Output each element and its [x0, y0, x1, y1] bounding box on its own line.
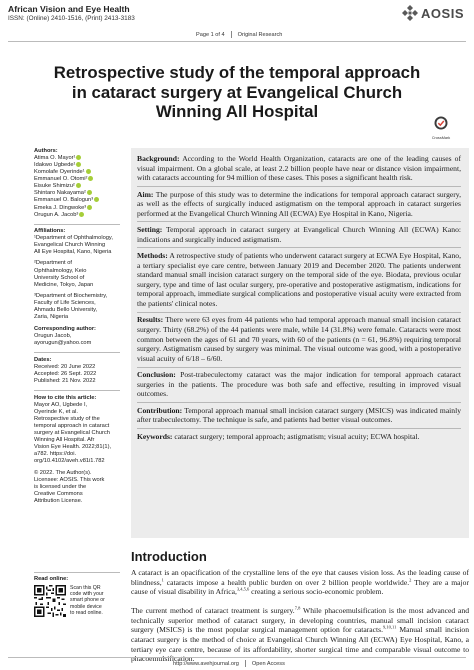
section-label: Keywords: [137, 431, 173, 441]
body-text: Manual small incision cataract surgery is the method of choice at Evangelical Church Winning All (ECWA) Eye Hospital, Kano, a tertiary eye care centre, because of its affordability, shorter surgical time and comparable visual outcome to phacoemulsification. [131, 625, 469, 664]
sidebar-rule [34, 224, 120, 225]
section-label: Results: [137, 315, 164, 325]
header-rule [8, 41, 466, 42]
crossmark-label: CrossMark [431, 136, 451, 140]
read-online-line: code with your [70, 590, 104, 597]
cite-line: temporal approach in cataract [34, 422, 110, 429]
cite-line: Retrospective study of the [34, 415, 100, 422]
affiliation-line: Ophthalmology, Keio [34, 267, 87, 274]
authors-block [34, 148, 120, 219]
copyright-block [34, 470, 120, 505]
read-online-line: to read online. [70, 609, 103, 616]
author-name-text: Eisuke Shimizu² [34, 183, 75, 190]
page-bar [196, 31, 282, 38]
crossmark-icon [434, 116, 448, 130]
author-name-text: Emeka J. Dingwoke³ [34, 204, 87, 211]
cite-line: surgery at Evangelical Church [34, 429, 110, 436]
author-name-text: Shintaro Nakayama² [34, 190, 86, 197]
abstract-divider [137, 221, 461, 222]
orcid-icon[interactable] [87, 190, 92, 195]
abstract-setting [137, 225, 461, 244]
abstract-box [131, 148, 469, 538]
cite-text[interactable] [34, 402, 120, 466]
article-info-sidebar [34, 148, 120, 511]
sidebar-rule [34, 390, 120, 391]
abstract-contribution [137, 406, 461, 425]
cite-line: Winning All Hospital. Afr [34, 436, 95, 443]
read-online-block [34, 572, 120, 617]
date-published: Published: 21 Nov. 2022 [34, 377, 96, 384]
abstract-background [137, 154, 461, 183]
orcid-icon[interactable] [79, 212, 84, 217]
abstract-divider [137, 367, 461, 368]
article-title: Retrospective study of the temporal approach in cataract surgery at Evangelical Church Winning All Hospital [53, 63, 421, 122]
aosis-logo-icon [402, 5, 418, 21]
orcid-icon[interactable] [88, 176, 93, 181]
introduction-paragraph-1 [131, 568, 469, 597]
body-text: While phacoemulsification is the most advanced and technically superior method of cataract surgery, in developing countries, manual small incision cataract surgery (MSICS) is the most popular surgical management option for cataracts. [131, 606, 469, 635]
section-label: Contribution: [137, 405, 183, 415]
section-text: According to the World Health Organization, cataracts are one of the leading causes of visual impairment. On a global scale, at least 2.2 billion people have near or distance vision impairment, with cataracts accounting for 94 million of these cases. This poses a significant health risk. [137, 154, 462, 183]
section-text: Post-trabeculectomy cataract was the major indication for temporal approach cataract surgeries in the patients. The procedure was both safe and effective, resulting in improved visual outcomes. [137, 370, 462, 399]
abstract-divider [137, 428, 461, 429]
journal-url[interactable]: http://www.avehjournal.org [173, 660, 239, 667]
section-text: cataract surgery; temporal approach; astigmatism; visual acuity; ECWA hospital. [174, 431, 420, 441]
abstract-divider [137, 312, 461, 313]
section-label: Conclusion: [137, 370, 176, 380]
author-name [34, 205, 120, 212]
body-text: creating a serious socio-economic problem. [249, 587, 384, 597]
body-text: They are a major cause of visual disability in Africa, [131, 577, 469, 597]
cite-line: org/10.4102/aveh.v81i1.782 [34, 458, 105, 465]
section-text: Temporal approach manual small incision cataract surgery (MSICS) was indicated mainly after trabeculectomy. The technique is safe, and patients had better visual outcomes. [137, 405, 461, 425]
journal-header [8, 4, 135, 22]
affiliation-line: Faculty of Life Sciences, [34, 299, 96, 306]
corresponding-email[interactable]: ayorugun@yahoo.com [34, 340, 92, 347]
affiliations-list [34, 235, 120, 321]
affiliation-item [34, 293, 120, 321]
affiliations-label: Affiliations: [34, 228, 66, 235]
affiliation-line: Zaria, Nigeria [34, 313, 69, 320]
affiliation-line: All Eye Hospital, Kano, Nigeria [34, 249, 112, 256]
read-online-line: smart phone or [70, 597, 105, 604]
orcid-icon[interactable] [94, 197, 99, 202]
page-number: Page 1 of 4 [196, 31, 225, 38]
author-name-text: Emmanuel O. Otomi² [34, 176, 88, 183]
author-name-text: Emmanuel O. Balogun³ [34, 197, 94, 204]
copyright-line: Creative Commons [34, 491, 83, 498]
cite-line: Oyerinde K, et al. [34, 408, 78, 415]
section-text: A retrospective study of patients who underwent cataract surgery at ECWA Eye Hospital, Kano, a tertiary specialist eye care centre, between January 2019 and December 2020. The patients underwent standard manual small incision cataract surgery on the temporal side of the eye. Biodata, previous ocular surgery, type and time of last ocular surgery, pre-operative and postoperative astigmatism, indications for temporal approach, immediate surgical complications and postoperative visual acuity were extracted from the patients' clinical notes. [137, 250, 461, 309]
author-name [34, 190, 120, 197]
corresponding-block [34, 326, 120, 347]
copyright-line: is licensed under the [34, 484, 87, 491]
citation-ref[interactable]: 1 [161, 577, 164, 583]
abstract-divider [137, 186, 461, 187]
abstract-divider [137, 402, 461, 403]
copyright-line: Attribution License. [34, 498, 83, 505]
affiliation-line: ³Department of Biochemistry, [34, 292, 108, 299]
author-name [34, 197, 120, 204]
footer-divider [245, 660, 246, 667]
cite-line: Vision Eye Health. 2022;81(1), [34, 444, 112, 451]
abstract-divider [137, 247, 461, 248]
orcid-icon[interactable] [86, 169, 91, 174]
affiliation-line: ¹Department of Ophthalmology, [34, 235, 113, 242]
footer-rule [8, 657, 466, 658]
section-text: The purpose of this study was to determine the indications for temporal approach cataract surgery, as well as the effects of surgically induced astigmatism on the temporal approach in cataract surgeries performed at the Evangelical Church Winning All (ECWA) Eye Hospital in Kano, Nigeria. [137, 189, 462, 218]
article-type: Original Research [237, 31, 283, 38]
authors-list [34, 155, 120, 219]
author-name [34, 176, 120, 183]
affiliation-item [34, 235, 120, 256]
dates-label: Dates: [34, 356, 52, 363]
orcid-icon[interactable] [76, 162, 81, 167]
author-name-text: Orugun A. Jacob³ [34, 211, 79, 218]
cite-block [34, 395, 120, 466]
citation-ref[interactable]: 9,10,11 [383, 624, 397, 630]
citation-ref[interactable]: 7,8 [294, 605, 301, 611]
abstract-methods [137, 251, 461, 309]
orcid-icon[interactable] [76, 183, 81, 188]
abstract-results [137, 315, 461, 363]
open-access-label: Open Access [251, 660, 285, 667]
author-name [34, 212, 120, 219]
section-label: Methods: [137, 250, 168, 260]
author-name-text: Idakwo Ugbede¹ [34, 162, 76, 169]
section-text: Temporal approach in cataract surgery at Evangelical Church Winning All (ECWA) Kano: indications and surgically induced astigmatism. [137, 225, 461, 244]
section-label: Background: [137, 154, 180, 163]
author-name-text: Komolafe Oyerinde¹ [34, 169, 85, 176]
author-name [34, 162, 120, 169]
crossmark-badge[interactable] [426, 116, 456, 140]
read-online-line: Scan this QR [70, 584, 101, 591]
copyright-text [34, 470, 120, 505]
read-online-instructions [70, 585, 105, 617]
section-label: Aim: [137, 189, 154, 199]
read-online-line: mobile device [70, 603, 102, 610]
copyright-line: Licensee: AOSIS. This work [34, 477, 105, 484]
date-accepted: Accepted: 26 Sept. 2022 [34, 370, 97, 377]
section-label: Setting: [137, 225, 163, 235]
sidebar-rule [34, 572, 120, 573]
read-online-label: Read online: [34, 575, 69, 582]
publisher-name: AOSIS [421, 5, 464, 21]
orcid-icon[interactable] [87, 205, 92, 210]
date-received: Received: 20 June 2022 [34, 363, 96, 370]
affiliation-line: Evangelical Church Winning [34, 242, 106, 249]
author-name [34, 169, 120, 176]
page-bar-divider [231, 31, 232, 38]
sidebar-rule [34, 352, 120, 353]
body-text: A cataract is an opacification of the crystalline lens of the eye that causes vision loss. As the leading cause of blindness, [131, 568, 469, 587]
affiliation-line: ²Department of [34, 260, 72, 267]
affiliation-line: University School of [34, 274, 85, 281]
page-footer [173, 660, 285, 667]
abstract-aim [137, 190, 461, 219]
journal-title: African Vision and Eye Health [8, 4, 130, 14]
introduction-paragraph-2 [131, 606, 469, 664]
corresponding-label: Corresponding author: [34, 325, 96, 332]
introduction-heading: Introduction [131, 549, 207, 564]
section-text: There were 63 eyes from 44 patients who had temporal approach manual small incision cataract surgery. Thirty (68.2%) of the 44 patients were male, while 14 (31.8%) were female. Cataracts were most common between the ages of 61 and 70 years, with 60 of the patients (n = 61, 96.8%) requiring temporal surgery. Astigmatism caused by surgery was minimal. The visual outcome was good, with a postoperative visual acuity of 6/18 – 6/60. [137, 315, 461, 363]
cite-line: Mayor AO, Ugbede I, [34, 401, 88, 408]
affiliation-item [34, 260, 120, 288]
body-text: cataracts impose a health public burden on over 2 billion people worldwide. [163, 577, 410, 587]
citation-ref[interactable]: 3,4,5,6 [236, 586, 250, 592]
qr-code-icon[interactable] [34, 585, 66, 617]
journal-issn: ISSN: (Online) 2410-1516, (Print) 2413-3183 [8, 15, 135, 22]
citation-ref[interactable]: 2 [409, 577, 412, 583]
affiliation-line: Medicine, Tokyo, Japan [34, 281, 94, 288]
author-name [34, 183, 120, 190]
cite-label: How to cite this article: [34, 394, 97, 401]
author-name [34, 155, 120, 162]
author-name-text: Atima O. Mayor¹ [34, 155, 76, 162]
affiliation-line: Ahmadu Bello University, [34, 306, 98, 313]
copyright-line: © 2022. The Author(s). [34, 470, 92, 477]
orcid-icon[interactable] [76, 155, 81, 160]
abstract-conclusion [137, 370, 461, 399]
authors-label: Authors: [34, 148, 58, 154]
dates-block [34, 357, 120, 385]
affiliations-block [34, 228, 120, 321]
body-text: The current method of cataract treatment is surgery. [131, 606, 295, 615]
abstract-keywords [137, 432, 461, 442]
cite-line: a782. https://doi. [34, 451, 77, 458]
corresponding-name: Orugun Jacob, [34, 333, 72, 340]
publisher-logo[interactable] [402, 5, 464, 21]
